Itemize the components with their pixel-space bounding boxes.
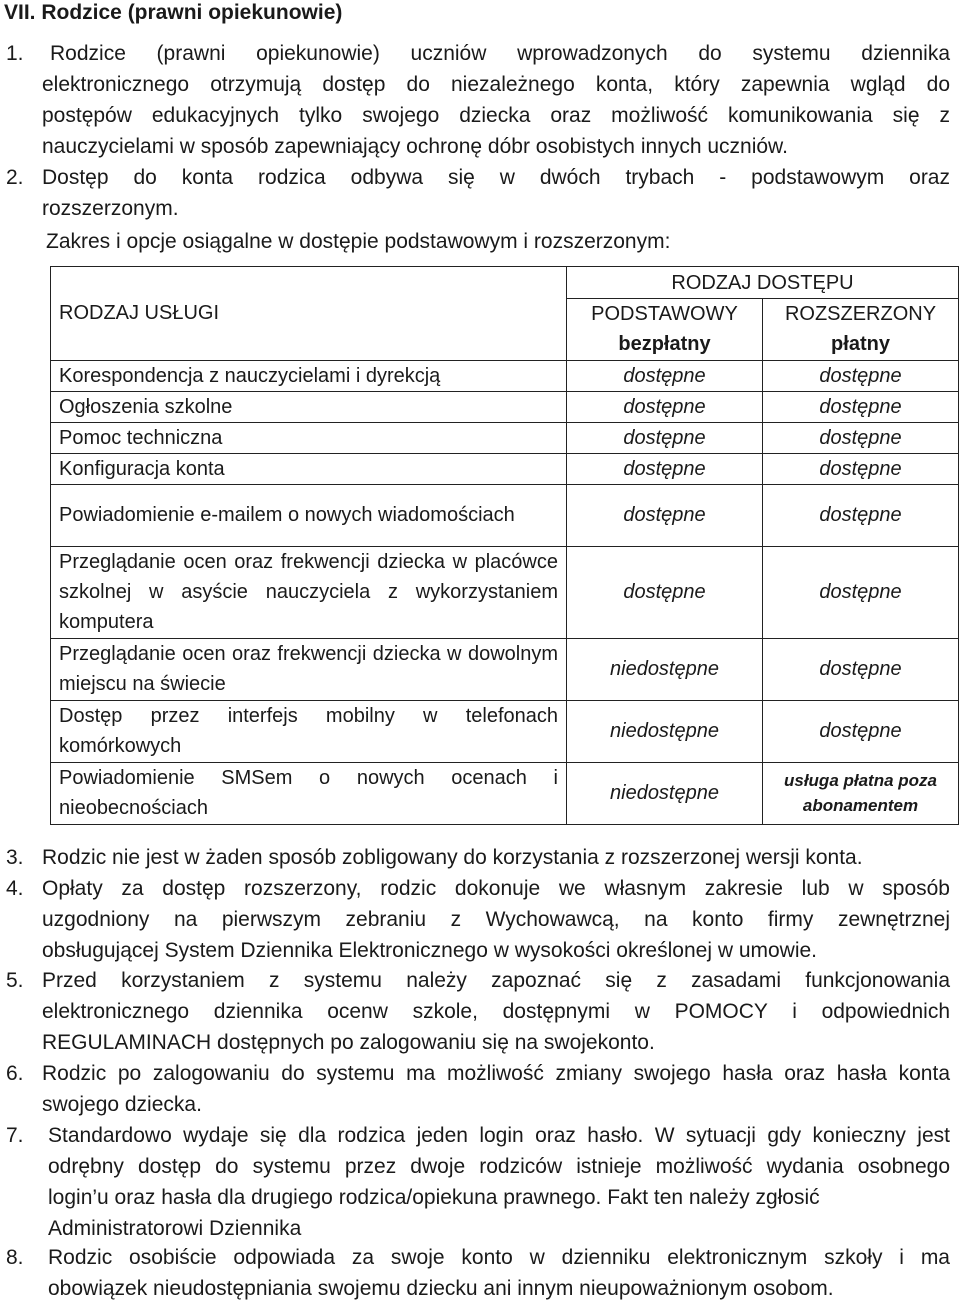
service-cell: Ogłoszenia szkolne — [51, 391, 567, 422]
basic-cell: niedostępne — [567, 638, 763, 700]
table-row — [51, 422, 959, 453]
basic-cell: niedostępne — [567, 700, 763, 762]
item-text — [48, 1242, 950, 1304]
extended-cell: dostępne — [763, 453, 959, 484]
item-number: 8. — [6, 1246, 24, 1269]
table-row — [51, 762, 959, 824]
extended-subheader: płatny — [763, 329, 959, 360]
item-text — [42, 965, 950, 1058]
item-line: Standardowo wydaje się dla rodzica jeden login oraz hasło. W sytuacji gdy konieczny jest — [48, 1124, 950, 1147]
item-line: uzgodniony na pierwszym zebraniu z Wychowawcą, na konto firmy zewnętrznej — [42, 908, 950, 931]
item-line: Dostęp do konta rodzica odbywa się w dwóch trybach - podstawowym oraz — [42, 166, 950, 189]
item-text — [50, 38, 950, 69]
item-number: 1. — [6, 42, 24, 65]
item-line: Rodzic nie jest w żaden sposób zobligowany do korzystania z rozszerzonej wersji konta. — [42, 846, 863, 869]
item-line: Opłaty za dostęp rozszerzony, rodzic dokonuje we własnym zakresie lub w sposób — [42, 877, 950, 900]
table-row — [51, 638, 959, 700]
item-number: 7. — [6, 1124, 24, 1147]
basic-cell: dostępne — [567, 360, 763, 391]
access-header: RODZAJ DOSTĘPU — [567, 267, 959, 299]
basic-cell: dostępne — [567, 453, 763, 484]
item-text — [42, 873, 950, 966]
extended-cell: dostępne — [763, 360, 959, 391]
service-cell: Konfiguracja konta — [51, 453, 567, 484]
service-cell: Powiadomienie SMSem o nowych ocenach i nieobecnościach — [51, 762, 567, 824]
item-line: swojego dziecka. — [42, 1093, 202, 1116]
service-cell: Korespondencja z nauczycielami i dyrekcją — [51, 360, 567, 391]
item-line: Administratorowi Dziennika — [48, 1217, 302, 1240]
service-cell: Przeglądanie ocen oraz frekwencji dziecka w placówce szkolnej w asyście nauczyciela z wykorzystaniem komputera — [51, 546, 567, 638]
service-header: RODZAJ USŁUGI — [51, 267, 567, 361]
item-text — [42, 1058, 950, 1120]
item-line: Rodzic po zalogowaniu do systemu ma możliwość zmiany swojego hasła oraz hasła konta — [42, 1062, 950, 1085]
basic-cell: dostępne — [567, 484, 763, 546]
item-number: 5. — [6, 969, 24, 992]
item-text — [42, 842, 950, 873]
item-number: 6. — [6, 1062, 24, 1085]
table-row — [51, 453, 959, 484]
table-row — [51, 700, 959, 762]
item-line: nauczycielami w sposób zapewniający ochronę dóbr osobistych innych uczniów. — [42, 135, 788, 158]
extended-cell: dostępne — [763, 391, 959, 422]
service-cell: Pomoc techniczna — [51, 422, 567, 453]
extended-cell: usługa płatna poza abonamentem — [763, 762, 959, 824]
extended-cell: dostępne — [763, 422, 959, 453]
item-line: login’u oraz hasła dla drugiego rodzica/opiekuna prawnego. Fakt ten należy zgłosić — [48, 1186, 820, 1209]
service-cell: Przeglądanie ocen oraz frekwencji dziecka w dowolnym miejscu na świecie — [51, 638, 567, 700]
service-cell: Dostęp przez interfejs mobilny w telefonach komórkowych — [51, 700, 567, 762]
item-line: elektronicznego dziennika ocenw szkole, dostępnymi w POMOCY i odpowiednich — [42, 1000, 950, 1023]
service-cell: Powiadomienie e-mailem o nowych wiadomościach — [51, 484, 567, 546]
basic-cell: niedostępne — [567, 762, 763, 824]
basic-cell: dostępne — [567, 422, 763, 453]
item-line: Rodzice (prawni opiekunowie) uczniów wprowadzonych do systemu dziennika — [50, 42, 950, 65]
item-line: rozszerzonym. — [42, 197, 179, 220]
table-row — [51, 391, 959, 422]
item-number: 4. — [6, 877, 24, 900]
item-line: elektronicznego otrzymują dostęp do niezależnego konta, który zapewnia wgląd do — [42, 73, 950, 96]
basic-header: PODSTAWOWY — [567, 299, 763, 330]
extended-cell: dostępne — [763, 638, 959, 700]
table-intro: Zakres i opcje osiągalne w dostępie podstawowym i rozszerzonym: — [46, 230, 671, 253]
table-row — [51, 546, 959, 638]
item-text — [42, 162, 950, 224]
table-row — [51, 484, 959, 546]
basic-cell: dostępne — [567, 546, 763, 638]
extended-cell: dostępne — [763, 546, 959, 638]
item-number: 2. — [6, 166, 24, 189]
access-table — [50, 266, 958, 828]
item-line: odrębny dostęp do systemu przez dwoje rodziców istnieje możliwość wydania osobnego — [48, 1155, 950, 1178]
item-number: 3. — [6, 846, 24, 869]
item-line: REGULAMINACH dostępnych po zalogowaniu się na swojekonto. — [42, 1031, 655, 1054]
item-line: obsługującej System Dziennika Elektronicznego w wysokości określonej w umowie. — [42, 939, 818, 962]
extended-cell: dostępne — [763, 700, 959, 762]
table-row — [51, 360, 959, 391]
item-line: Rodzic osobiście odpowiada za swoje konto w dzienniku elektronicznym szkoły i ma — [48, 1246, 950, 1269]
item-line: postępów edukacyjnych tylko swojego dziecka oraz możliwość komunikowania się z — [42, 104, 950, 127]
basic-cell: dostępne — [567, 391, 763, 422]
extended-header: ROZSZERZONY — [763, 299, 959, 330]
item-text — [48, 1120, 950, 1244]
item-line: obowiązek nieudostępniania swojemu dziecku ani innym nieupoważnionym osobom. — [48, 1277, 834, 1300]
basic-subheader: bezpłatny — [567, 329, 763, 360]
item-text — [42, 69, 950, 162]
section-heading: VII. Rodzice (prawni opiekunowie) — [4, 1, 343, 24]
item-line: Przed korzystaniem z systemu należy zapoznać się z zasadami funkcjonowania — [42, 969, 950, 992]
extended-cell: dostępne — [763, 484, 959, 546]
